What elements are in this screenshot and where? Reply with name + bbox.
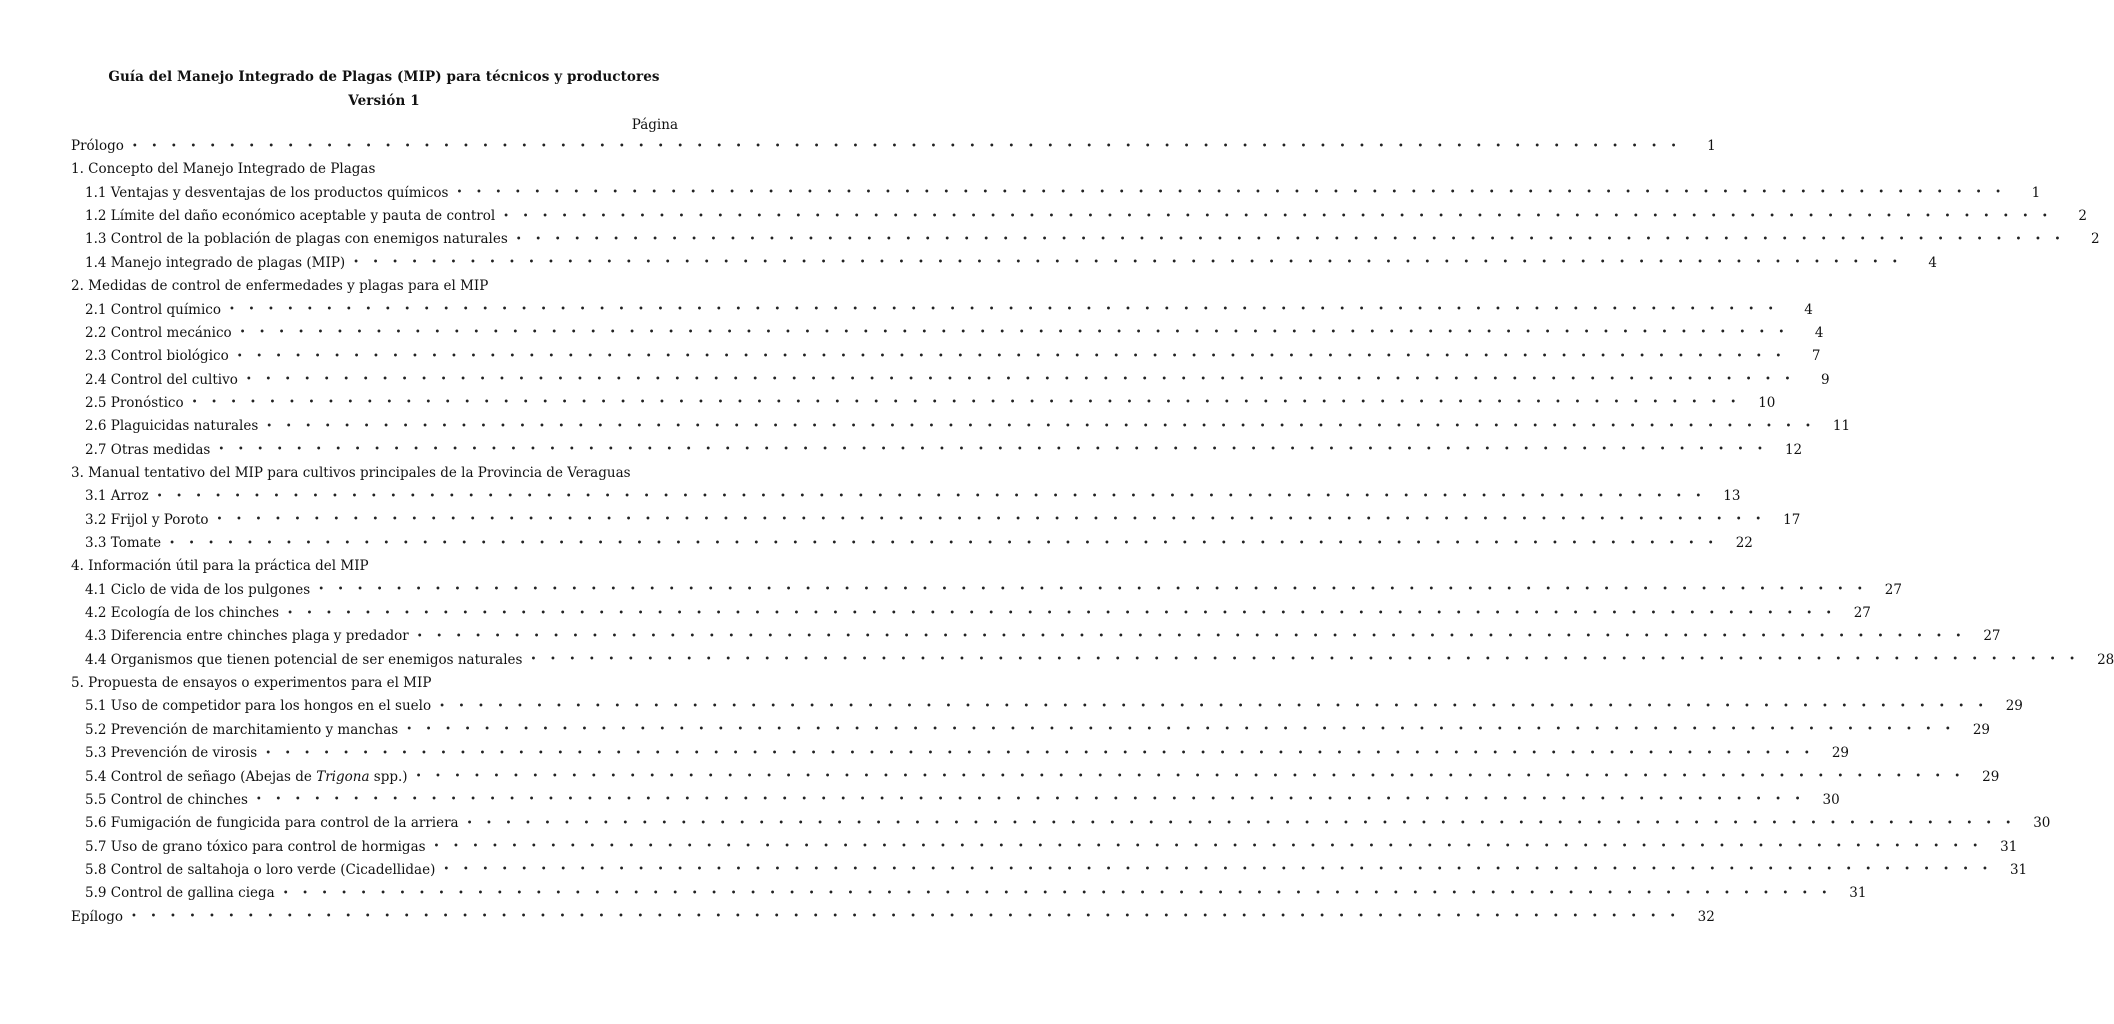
toc-leader-dots: • • • • • • • • • • • • • • • • • • • • • • • • • • • • • • • • • • • • • • • • • • • • • • • • • • • • • • • • • • • • • • • • • • • • • • • • • • • • • • • •: [266, 420, 1817, 432]
toc-entry-label: Prólogo: [71, 138, 124, 154]
toc-subentry: [85, 300, 1813, 320]
toc-leader-dots: • • • • • • • • • • • • • • • • • • • • • • • • • • • • • • • • • • • • • • • • • • • • • • • • • • • • • • • • • • • • • • • • • • • • • • • • • • • • • • • •: [236, 350, 1787, 362]
toc-page-number: 31: [2000, 838, 2018, 855]
toc-subentry: [85, 813, 2051, 833]
toc-subentry: [85, 253, 1937, 273]
toc-entry-label: 1.3 Control de la población de plagas con enemigos naturales: [85, 231, 508, 248]
toc-entry-label: 5.1 Uso de competidor para los hongos en el suelo: [85, 698, 432, 715]
toc-entry-label: 4.4 Organismos que tienen potencial de ser enemigos naturales: [85, 651, 523, 668]
toc-subentry: [85, 883, 1867, 903]
toc-entry-label: 2.5 Pronóstico: [85, 394, 184, 411]
toc-page-number: 27: [1884, 581, 1902, 598]
toc-entry: [71, 556, 667, 576]
toc-page-number: 22: [1735, 535, 1753, 551]
toc-leader-dots: • • • • • • • • • • • • • • • • • • • • • • • • • • • • • • • • • • • • • • • • • • • • • • • • • • • • • • • • • • • • • • • • • • • • • • • • • • • • • • • •: [245, 374, 1796, 385]
toc-leader-dots: • • • • • • • • • • • • • • • • • • • • • • • • • • • • • • • • • • • • • • • • • • • • • • • • • • • • • • • • • • • • • • • • • • • • • • • • • • • • • • • •: [515, 233, 2066, 245]
toc-leader-dots: • • • • • • • • • • • • • • • • • • • • • • • • • • • • • • • • • • • • • • • • • • • • • • • • • • • • • • • • • • • • • • • • • • • • • • • • • • • • • • • •: [218, 444, 1769, 456]
toc-page-number: 30: [2033, 815, 2051, 832]
toc-leader-dots: • • • • • • • • • • • • • • • • • • • • • • • • • • • • • • • • • • • • • • • • • • • • • • • • • • • • • • • • • • • • • • • • • • • • • • • • • • • • • • • •: [239, 327, 1790, 339]
toc-subentry: [85, 370, 1830, 390]
toc-entry-label: 1.2 Límite del daño económico aceptable y pauta de control: [85, 208, 496, 225]
toc-leader-dots: • • • • • • • • • • • • • • • • • • • • • • • • • • • • • • • • • • • • • • • • • • • • • • • • • • • • • • • • • • • • • • • • • • • • • • • • • • • • • • • •: [156, 490, 1707, 502]
toc-leader-dots: • • • • • • • • • • • • • • • • • • • • • • • • • • • • • • • • • • • • • • • • • • • • • • • • • • • • • • • • • • • • • • • • • • • • • • • • • • • • • • • •: [229, 304, 1779, 315]
toc-subentry: [85, 767, 2000, 787]
toc-page-number: 29: [1972, 721, 1990, 738]
toc-leader-dots: • • • • • • • • • • • • • • • • • • • • • • • • • • • • • • • • • • • • • • • • • • • • • • • • • • • • • • • • • • • • • • • • • • • • • • • • • • • • • • • •: [415, 771, 1966, 782]
toc-page-number: 1: [1707, 138, 1716, 154]
toc-subentry: [85, 323, 1824, 343]
toc-entry-label: 2.2 Control mecánico: [85, 324, 232, 341]
toc-entry-label: 5.9 Control de gallina ciega: [85, 885, 275, 902]
toc-entry-label: 5.5 Control de chinches: [85, 791, 248, 808]
toc-entry-label: 1.1 Ventajas y desventajas de los productos químicos: [85, 184, 449, 201]
toc-leader-dots: • • • • • • • • • • • • • • • • • • • • • • • • • • • • • • • • • • • • • • • • • • • • • • • • • • • • • • • • • • • • • • • • • • • • • • • • • • • • • • • •: [443, 864, 1994, 876]
toc-page-number: 7: [1811, 348, 1821, 365]
toc-page-number: 2: [2090, 231, 2100, 248]
toc-page-number: 27: [1983, 628, 2001, 645]
toc-subentry: [85, 486, 1741, 506]
toc-subentry: [85, 860, 2028, 880]
toc-page-number: 9: [1821, 371, 1830, 388]
toc-leader-dots: • • • • • • • • • • • • • • • • • • • • • • • • • • • • • • • • • • • • • • • • • • • • • • • • • • • • • • • • • • • • • • • • • • • • • • • • • • • • • • • •: [318, 584, 1868, 596]
toc-subentry: [85, 416, 1851, 436]
toc-entry-label: 2.6 Plaguicidas naturales: [85, 418, 259, 435]
toc-subentry: [85, 346, 1821, 366]
toc-subentry: [85, 440, 1803, 460]
toc-leader-dots: • • • • • • • • • • • • • • • • • • • • • • • • • • • • • • • • • • • • • • • • • • • • • • • • • • • • • • • • • • • • • • • • • • • • • • • • • • • • • • • •: [131, 911, 1681, 923]
toc-subentry: [85, 533, 1753, 553]
toc-page-number: 32: [1697, 908, 1715, 925]
toc-entry-label: 1.4 Manejo integrado de plagas (MIP): [85, 254, 346, 271]
toc-entry-label: 3.3 Tomate: [85, 535, 162, 551]
toc-page-number: 27: [1853, 605, 1871, 621]
toc-entry-label: 5. Propuesta de ensayos o experimentos para el MIP: [71, 675, 432, 692]
toc-entry-label: 5.2 Prevención de marchitamiento y manchas: [85, 721, 399, 738]
toc-leader-dots: • • • • • • • • • • • • • • • • • • • • • • • • • • • • • • • • • • • • • • • • • • • • • • • • • • • • • • • • • • • • • • • • • • • • • • • • • • • • • • • •: [265, 747, 1816, 759]
toc-page-number: 4: [1804, 301, 1813, 318]
toc-page-number: 29: [2005, 698, 2023, 715]
toc-leader-dots: • • • • • • • • • • • • • • • • • • • • • • • • • • • • • • • • • • • • • • • • • • • • • • • • • • • • • • • • • • • • • • • • • • • • • • • • • • • • • • • •: [439, 700, 1989, 712]
toc-entry: [71, 673, 667, 693]
toc-page-number: 17: [1783, 511, 1801, 528]
toc-leader-dots: • • • • • • • • • • • • • • • • • • • • • • • • • • • • • • • • • • • • • • • • • • • • • • • • • • • • • • • • • • • • • • • • • • • • • • • • • • • • • • • •: [503, 210, 2053, 222]
toc-subentry: [85, 229, 2100, 249]
toc-leader-dots: • • • • • • • • • • • • • • • • • • • • • • • • • • • • • • • • • • • • • • • • • • • • • • • • • • • • • • • • • • • • • • • • • • • • • • • • • • • • • • • •: [433, 841, 1984, 852]
page-column-header: Página: [631, 117, 678, 133]
toc-subentry: [85, 183, 2041, 203]
toc-leader-dots: • • • • • • • • • • • • • • • • • • • • • • • • • • • • • • • • • • • • • • • • • • • • • • • • • • • • • • • • • • • • • • • • • • • • • • • • • • • • • • • •: [255, 794, 1806, 806]
toc-page-number: 28: [2097, 651, 2114, 668]
document-title: Guía del Manejo Integrado de Plagas (MIP) para técnicos y productores: [108, 69, 660, 85]
toc-leader-dots: • • • • • • • • • • • • • • • • • • • • • • • • • • • • • • • • • • • • • • • • • • • • • • • • • • • • • • • • • • • • • • • • • • • • • • • • • • • • • • • •: [169, 537, 1719, 549]
toc-entry-label: 5.4 Control de señago (Abejas de Trigona spp.): [85, 768, 408, 785]
toc-entry: [71, 907, 1715, 927]
toc-entry: [71, 136, 1716, 156]
toc-entry-label: 5.8 Control de saltahoja o loro verde (Cicadellidae): [85, 861, 436, 878]
toc-page-number: 31: [2009, 861, 2028, 878]
toc-leader-dots: • • • • • • • • • • • • • • • • • • • • • • • • • • • • • • • • • • • • • • • • • • • • • • • • • • • • • • • • • • • • • • • • • • • • • • • • • • • • • • • •: [282, 887, 1833, 899]
toc-page-number: 30: [1822, 791, 1840, 808]
toc-page-number: 13: [1723, 488, 1741, 505]
toc-page-number: 11: [1832, 418, 1851, 435]
toc-leader-dots: • • • • • • • • • • • • • • • • • • • • • • • • • • • • • • • • • • • • • • • • • • • • • • • • • • • • • • • • • • • • • • • • • • • • • • • • • • • • • • • •: [406, 724, 1956, 736]
toc-entry-label: 3. Manual tentativo del MIP para cultivos principales de la Provincia de Veraguas: [71, 464, 631, 481]
toc-entry: [71, 159, 667, 179]
toc-entry-label: 4.2 Ecología de los chinches: [85, 605, 280, 621]
toc-subentry: [85, 206, 2087, 226]
toc-entry-label: 5.3 Prevención de virosis: [85, 745, 258, 762]
toc-page-number: 29: [1982, 768, 2000, 785]
toc-subentry: [85, 580, 1902, 600]
document-version: Versión 1: [348, 93, 420, 109]
toc-entry: [71, 276, 667, 296]
toc-page-number: 31: [1849, 885, 1867, 902]
toc-entry-label: 2.3 Control biológico: [85, 348, 229, 365]
toc-leader-dots: • • • • • • • • • • • • • • • • • • • • • • • • • • • • • • • • • • • • • • • • • • • • • • • • • • • • • • • • • • • • • • • • • • • • • • • • • • • • • • • •: [191, 397, 1742, 409]
toc-entry-label: 3.1 Arroz: [85, 488, 149, 505]
toc-entry-label: 2.4 Control del cultivo: [85, 371, 238, 388]
toc-subentry: [85, 720, 1990, 740]
toc-page-number: 29: [1831, 745, 1850, 762]
toc-subentry: [85, 603, 1871, 623]
toc-leader-dots: • • • • • • • • • • • • • • • • • • • • • • • • • • • • • • • • • • • • • • • • • • • • • • • • • • • • • • • • • • • • • • • • • • • • • • • • • • • • • • • •: [416, 630, 1967, 642]
toc-page-number: 10: [1758, 394, 1776, 411]
toc-subentry: [85, 626, 2001, 646]
toc-page-number: 12: [1784, 441, 1803, 458]
toc-subentry: [85, 393, 1776, 413]
toc-leader-dots: • • • • • • • • • • • • • • • • • • • • • • • • • • • • • • • • • • • • • • • • • • • • • • • • • • • • • • • • • • • • • • • • • • • • • • • • • • • • • • • •: [287, 607, 1837, 619]
toc-page-number: 4: [1928, 254, 1937, 271]
toc-entry-label: 4. Información útil para la práctica del MIP: [71, 558, 369, 575]
toc-subentry: [85, 743, 1850, 763]
toc-subentry: [85, 790, 1840, 810]
toc-subentry: [85, 510, 1801, 530]
toc-entry-label: 4.3 Diferencia entre chinches plaga y predador: [85, 628, 409, 645]
toc-entry-label: 2.1 Control químico: [85, 301, 221, 318]
toc-page-number: 4: [1814, 324, 1824, 341]
toc-leader-dots: • • • • • • • • • • • • • • • • • • • • • • • • • • • • • • • • • • • • • • • • • • • • • • • • • • • • • • • • • • • • • • • • • • • • • • • • • • • • • • • •: [456, 187, 2007, 199]
toc-entry-label: 3.2 Frijol y Poroto: [85, 511, 209, 528]
toc-leader-dots: • • • • • • • • • • • • • • • • • • • • • • • • • • • • • • • • • • • • • • • • • • • • • • • • • • • • • • • • • • • • • • • • • • • • • • • • • • • • • • • •: [131, 140, 1682, 152]
toc-entry-label: 4.1 Ciclo de vida de los pulgones: [85, 581, 311, 598]
toc-entry-label: 2. Medidas de control de enfermedades y plagas para el MIP: [71, 278, 489, 295]
toc-leader-dots: • • • • • • • • • • • • • • • • • • • • • • • • • • • • • • • • • • • • • • • • • • • • • • • • • • • • • • • • • • • • • • • • • • • • • • • • • • • • • • • •: [466, 817, 2017, 829]
toc-leader-dots: • • • • • • • • • • • • • • • • • • • • • • • • • • • • • • • • • • • • • • • • • • • • • • • • • • • • • • • • • • • • • • • • • • • • • • • • • • • • • • • •: [530, 654, 2081, 666]
toc-leader-dots: • • • • • • • • • • • • • • • • • • • • • • • • • • • • • • • • • • • • • • • • • • • • • • • • • • • • • • • • • • • • • • • • • • • • • • • • • • • • • • • •: [216, 514, 1767, 526]
toc-entry-label: Epílogo: [71, 908, 124, 925]
toc-entry-label: 1. Concepto del Manejo Integrado de Plagas: [71, 161, 376, 178]
toc-entry-label: 5.6 Fumigación de fungicida para control de la arriera: [85, 815, 459, 832]
toc-page-number: 1: [2031, 184, 2041, 201]
toc-entry-label: 5.7 Uso de grano tóxico para control de hormigas: [85, 838, 426, 855]
toc-page-number: 2: [2078, 208, 2087, 225]
toc-leader-dots: • • • • • • • • • • • • • • • • • • • • • • • • • • • • • • • • • • • • • • • • • • • • • • • • • • • • • • • • • • • • • • • • • • • • • • • • • • • • • • • •: [353, 257, 1903, 269]
toc-entry-label: 2.7 Otras medidas: [85, 441, 211, 458]
toc-subentry: [85, 837, 2018, 857]
toc-entry: [71, 463, 667, 483]
toc-subentry: [85, 650, 2114, 670]
toc-subentry: [85, 696, 2023, 716]
